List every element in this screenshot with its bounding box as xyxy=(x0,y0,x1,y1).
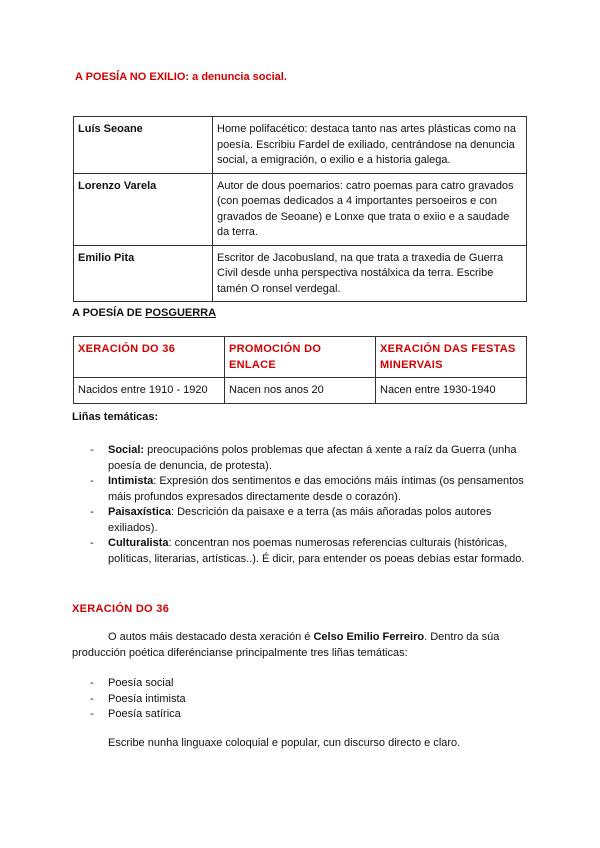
exile-section-title: A POESÍA NO EXILIO: a denuncia social. xyxy=(75,71,287,83)
generation-name: PROMOCIÓN DO ENLACE xyxy=(225,337,376,378)
table-row xyxy=(74,245,527,302)
themes-heading: Liñas temáticas: xyxy=(72,411,159,423)
author-name: Luís Seoane xyxy=(74,117,213,174)
author-highlight: Celso Emilio Ferreiro xyxy=(313,631,425,643)
title-underlined: POSGUERRA xyxy=(145,307,217,319)
gen36-section-title: XERACIÓN DO 36 xyxy=(72,603,170,615)
theme-text: : Expresión dos sentimentos e das emocións máis íntimas (os pensamentos máis profundos expresados directamente desde o corazón). xyxy=(108,475,524,503)
gen36-lines-list xyxy=(72,676,528,723)
list-item xyxy=(72,692,528,708)
author-description: Home polifacético: destaca tanto nas artes plásticas como na poesía. Escribiu Fardel de exiliado, centrándose na denuncia social, a emigración, o exilio e a historia galega. xyxy=(213,117,527,174)
theme-term: Intimista xyxy=(108,475,154,487)
dash: - xyxy=(90,677,94,689)
gen36-intro xyxy=(72,630,528,661)
postwar-section-title xyxy=(72,306,216,322)
theme-text: : concentran nos poemas numerosas referencias culturais (históricas, políticas, literarias, artísticas..). É dicir, para entender os poeas debías estar formado. xyxy=(108,537,525,565)
table-row xyxy=(74,173,527,245)
generations-table xyxy=(73,336,527,404)
generation-dates: Nacen entre 1930-1940 xyxy=(376,378,527,404)
line-text: Poesía satírica xyxy=(108,708,181,720)
table-row xyxy=(74,117,527,174)
author-name: Lorenzo Varela xyxy=(74,173,213,245)
dash: - xyxy=(90,692,94,705)
line-text: Poesía intimista xyxy=(108,692,186,705)
gen36-closing: Escribe nunha linguaxe coloquial e popular, cun discurso directo e claro. xyxy=(108,737,461,749)
line-text: Poesía social xyxy=(108,677,174,689)
theme-term: Culturalista xyxy=(108,537,169,549)
list-item xyxy=(72,707,528,723)
list-item xyxy=(72,505,528,536)
table-row xyxy=(74,337,527,378)
theme-term: Paisaxística xyxy=(108,506,171,518)
theme-text: : Descrición da paisaxe e a terra (as máis añoradas polos autores exiliados). xyxy=(108,506,492,534)
dash: - xyxy=(90,537,94,549)
list-item xyxy=(72,443,528,474)
theme-term: Social: xyxy=(108,444,145,456)
table-row xyxy=(74,378,527,404)
list-item xyxy=(72,474,528,505)
list-item xyxy=(72,676,528,692)
list-item xyxy=(72,536,528,567)
dash: - xyxy=(90,475,94,487)
author-description: Autor de dous poemarios: catro poemas para catro gravados (con poemas dedicados a 4 importantes persoeiros e con gravados de Seoane) e Lonxe que trata o exiio e a saudade da terra. xyxy=(213,173,527,245)
author-name: Emilio Pita xyxy=(74,245,213,302)
exile-authors-table xyxy=(73,116,527,302)
generation-name: XERACIÓN DO 36 xyxy=(74,337,225,378)
generation-dates: Nacen nos anos 20 xyxy=(225,378,376,404)
dash: - xyxy=(90,444,94,456)
generation-name: XERACIÓN DAS FESTAS MINERVAIS xyxy=(376,337,527,378)
title-prefix: A POESÍA DE xyxy=(72,307,146,319)
dash: - xyxy=(90,506,94,518)
themes-list xyxy=(72,443,528,567)
generation-dates: Nacidos entre 1910 - 1920 xyxy=(74,378,225,404)
author-description: Escritor de Jacobusland, na que trata a traxedia de Guerra Civil desde unha perspectiva nostálxica da terra. Escribe tamén O ronsel verdegal. xyxy=(213,245,527,302)
dash: - xyxy=(90,708,94,720)
theme-text: preocupacións polos problemas que afectan á xente a raíz da Guerra (unha poesía de denuncia, de protesta). xyxy=(108,444,517,472)
intro-text: O autos máis destacado desta xeración é xyxy=(108,631,314,643)
intro-text: . Dentro da súa producción poética diferéncianse principalmente tres liñas temáticas: xyxy=(72,631,500,659)
